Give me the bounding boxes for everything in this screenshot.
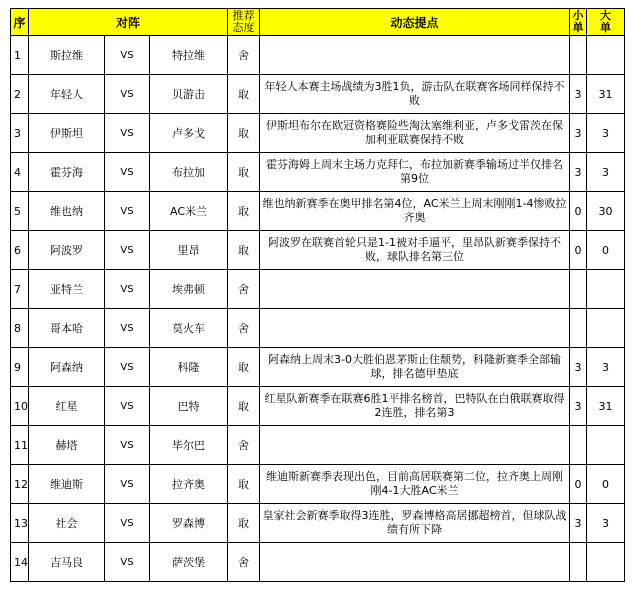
note [260, 270, 570, 309]
table-row [11, 75, 625, 114]
away-team: 科隆 [150, 348, 228, 387]
row-index: 1 [11, 36, 29, 75]
away-team: 贝游击 [150, 75, 228, 114]
home-team: 赫塔 [29, 426, 105, 465]
small-value: 3 [570, 504, 587, 543]
big-value [587, 36, 625, 75]
table-row [11, 36, 625, 75]
vs-label: VS [105, 543, 150, 582]
vs-label: VS [105, 348, 150, 387]
big-value: 3 [587, 153, 625, 192]
row-index: 11 [11, 426, 29, 465]
table-row [11, 153, 625, 192]
home-team: 霍芬海 [29, 153, 105, 192]
home-team: 维也纳 [29, 192, 105, 231]
note: 霍芬海姆上周末主场力克拜仁，布拉加新赛季输场过半仅排名第9位 [260, 153, 570, 192]
table-row [11, 504, 625, 543]
recommendation-table [10, 8, 625, 582]
row-index: 8 [11, 309, 29, 348]
note: 阿波罗在联赛首轮只是1-1被对手逼平，里昂队新赛季保持不败，球队排名第三位 [260, 231, 570, 270]
vs-label: VS [105, 36, 150, 75]
vs-label: VS [105, 270, 150, 309]
vs-label: VS [105, 114, 150, 153]
small-value: 3 [570, 348, 587, 387]
note [260, 36, 570, 75]
pick: 舍 [228, 426, 260, 465]
away-team: 莫火车 [150, 309, 228, 348]
row-index: 9 [11, 348, 29, 387]
away-team: 里昂 [150, 231, 228, 270]
big-value: 0 [587, 465, 625, 504]
home-team: 吉马良 [29, 543, 105, 582]
small-value [570, 543, 587, 582]
vs-label: VS [105, 231, 150, 270]
table-row [11, 192, 625, 231]
big-value: 3 [587, 348, 625, 387]
pick: 舍 [228, 36, 260, 75]
away-team: 萨茨堡 [150, 543, 228, 582]
table-row [11, 114, 625, 153]
pick: 取 [228, 114, 260, 153]
note [260, 543, 570, 582]
row-index: 3 [11, 114, 29, 153]
away-team: 拉齐奥 [150, 465, 228, 504]
big-value: 3 [587, 504, 625, 543]
table-row [11, 231, 625, 270]
pick: 取 [228, 465, 260, 504]
big-value [587, 270, 625, 309]
pick: 取 [228, 75, 260, 114]
vs-label: VS [105, 465, 150, 504]
row-index: 4 [11, 153, 29, 192]
away-team: 布拉加 [150, 153, 228, 192]
header-big [587, 9, 625, 36]
big-value: 0 [587, 231, 625, 270]
note: 皇家社会新赛季取得3连胜，罗森博格高居挪超榜首，但球队战绩有所下降 [260, 504, 570, 543]
big-value: 30 [587, 192, 625, 231]
small-value: 0 [570, 231, 587, 270]
note: 维迪斯新赛季表现出色，目前高居联赛第二位，拉齐奥上周刚刚4-1大胜AC米兰 [260, 465, 570, 504]
big-value [587, 426, 625, 465]
pick: 舍 [228, 309, 260, 348]
row-index: 12 [11, 465, 29, 504]
header-attitude-line1: 推荐 [232, 9, 255, 22]
vs-label: VS [105, 153, 150, 192]
pick: 舍 [228, 543, 260, 582]
home-team: 斯拉维 [29, 36, 105, 75]
away-team: 卢多戈 [150, 114, 228, 153]
home-team: 哥本哈 [29, 309, 105, 348]
small-value [570, 309, 587, 348]
row-index: 14 [11, 543, 29, 582]
vs-label: VS [105, 309, 150, 348]
note: 阿森纳上周末3-0大胜伯恩茅斯止住颓势，科隆新赛季全部输球，排名德甲垫底 [260, 348, 570, 387]
home-team: 红星 [29, 387, 105, 426]
row-index: 2 [11, 75, 29, 114]
home-team: 阿森纳 [29, 348, 105, 387]
home-team: 年轻人 [29, 75, 105, 114]
table-row [11, 348, 625, 387]
table-row [11, 309, 625, 348]
big-value: 31 [587, 387, 625, 426]
small-value: 3 [570, 114, 587, 153]
row-index: 13 [11, 504, 29, 543]
header-big-line2: 单 [600, 21, 612, 34]
home-team: 亚特兰 [29, 270, 105, 309]
note [260, 426, 570, 465]
away-team: 特拉维 [150, 36, 228, 75]
pick: 取 [228, 231, 260, 270]
note: 伊斯坦布尔在欧冠资格赛险些淘汰塞维利亚，卢多戈雷茨在保加利亚联赛保持不败 [260, 114, 570, 153]
note: 年轻人本赛主场战绩为3胜1负，游击队在联赛客场同样保持不败 [260, 75, 570, 114]
table-row [11, 387, 625, 426]
small-value: 0 [570, 465, 587, 504]
big-value: 3 [587, 114, 625, 153]
away-team: 埃弗顿 [150, 270, 228, 309]
big-value [587, 309, 625, 348]
header-row [11, 9, 625, 36]
header-index: 序 [11, 9, 29, 36]
note: 维也纳新赛季在奥甲排名第4位，AC米兰上周末刚刚1-4惨败拉齐奥 [260, 192, 570, 231]
row-index: 5 [11, 192, 29, 231]
small-value: 0 [570, 192, 587, 231]
away-team: AC米兰 [150, 192, 228, 231]
away-team: 巴特 [150, 387, 228, 426]
header-match: 对阵 [29, 9, 228, 36]
home-team: 伊斯坦 [29, 114, 105, 153]
pick: 取 [228, 192, 260, 231]
away-team: 毕尔巴 [150, 426, 228, 465]
row-index: 6 [11, 231, 29, 270]
pick: 舍 [228, 270, 260, 309]
pick: 取 [228, 348, 260, 387]
pick: 取 [228, 387, 260, 426]
table-row [11, 543, 625, 582]
small-value: 3 [570, 387, 587, 426]
table-row [11, 426, 625, 465]
header-small-line2: 单 [572, 21, 584, 34]
vs-label: VS [105, 192, 150, 231]
big-value [587, 543, 625, 582]
header-attitude-line2: 态度 [232, 21, 255, 34]
big-value: 31 [587, 75, 625, 114]
header-small [570, 9, 587, 36]
home-team: 维迪斯 [29, 465, 105, 504]
vs-label: VS [105, 426, 150, 465]
vs-label: VS [105, 387, 150, 426]
home-team: 阿波罗 [29, 231, 105, 270]
header-note: 动态提点 [260, 9, 570, 36]
away-team: 罗森博 [150, 504, 228, 543]
table-row [11, 270, 625, 309]
small-value [570, 270, 587, 309]
home-team: 社会 [29, 504, 105, 543]
header-big-line1: 大 [600, 9, 612, 22]
table-row [11, 465, 625, 504]
vs-label: VS [105, 504, 150, 543]
small-value [570, 36, 587, 75]
pick: 取 [228, 504, 260, 543]
small-value [570, 426, 587, 465]
note [260, 309, 570, 348]
header-attitude [228, 9, 260, 36]
header-small-line1: 小 [572, 9, 584, 22]
row-index: 10 [11, 387, 29, 426]
pick: 取 [228, 153, 260, 192]
note: 红星队新赛季在联赛6胜1平排名榜首，巴特队在白俄联赛取得2连胜，排名第3 [260, 387, 570, 426]
vs-label: VS [105, 75, 150, 114]
small-value: 3 [570, 75, 587, 114]
small-value: 3 [570, 153, 587, 192]
row-index: 7 [11, 270, 29, 309]
